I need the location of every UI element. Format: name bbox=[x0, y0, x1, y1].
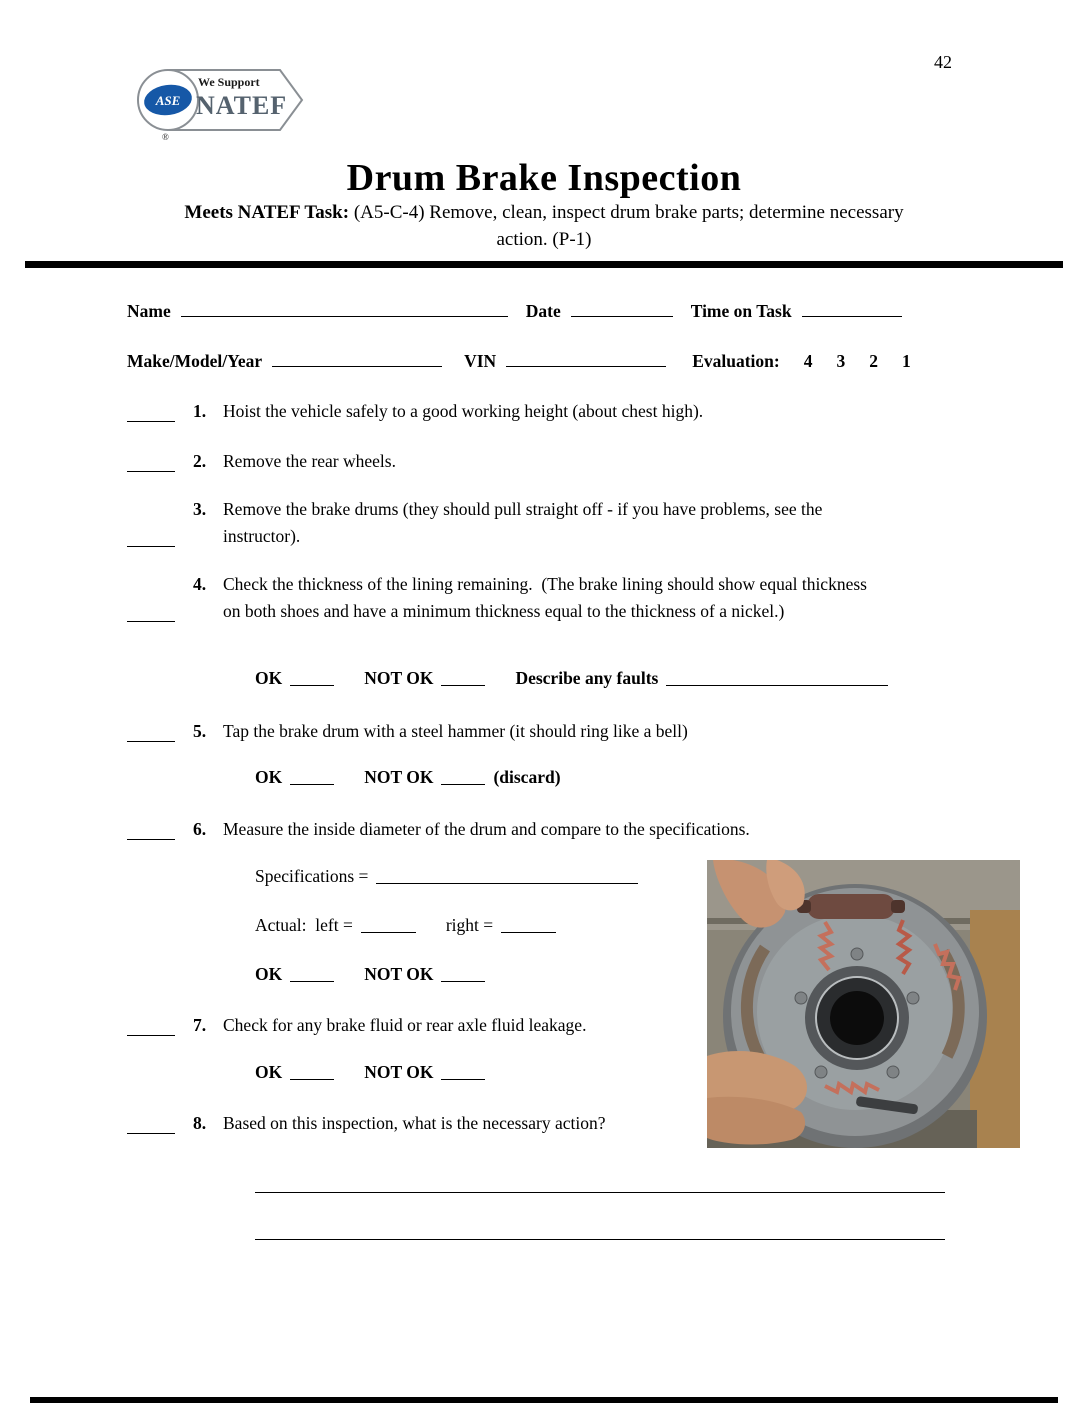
answer-line-1 bbox=[255, 1190, 945, 1193]
task-text: (A5-C-4) Remove, clean, inspect drum brake parts; determine necessary bbox=[349, 202, 904, 223]
vin-blank bbox=[506, 362, 666, 367]
ok-label: OK bbox=[255, 668, 283, 688]
form-row-name-date-time bbox=[127, 301, 902, 322]
step-8-blank bbox=[127, 1129, 175, 1134]
step-5 bbox=[127, 718, 917, 745]
describe-faults-blank bbox=[666, 681, 888, 686]
step-5-text: Tap the brake drum with a steel hammer (it should ring like a bell) bbox=[223, 721, 688, 741]
natef-logo-graphic bbox=[130, 54, 308, 144]
step-8-number: 8. bbox=[193, 1113, 207, 1133]
time-on-task-label: Time on Task bbox=[690, 301, 792, 321]
step-7-text: Check for any brake fluid or rear axle fluid leakage. bbox=[223, 1015, 587, 1035]
discard-label: (discard) bbox=[493, 767, 561, 787]
task-label: Meets NATEF Task: bbox=[184, 202, 350, 223]
ok-label: OK bbox=[255, 767, 283, 787]
not-ok-blank bbox=[441, 780, 485, 785]
step-5-blank bbox=[127, 737, 175, 742]
describe-faults-label: Describe any faults bbox=[515, 668, 659, 688]
step-6-ok-row bbox=[255, 964, 485, 985]
drum-brake-photo-graphic bbox=[707, 860, 1020, 1148]
evaluation-value-2: 2 bbox=[869, 351, 878, 371]
logo-we-support-text: We Support bbox=[198, 75, 260, 89]
natef-task-line2: action. (P-1) bbox=[496, 229, 592, 250]
actual-right-label: right = bbox=[445, 915, 494, 935]
step-5-ok-row bbox=[255, 767, 561, 788]
step-4-ok-row bbox=[255, 668, 888, 689]
not-ok-blank bbox=[441, 681, 485, 686]
step-1-number: 1. bbox=[193, 401, 207, 421]
evaluation-label: Evaluation: bbox=[692, 351, 780, 371]
time-on-task-blank bbox=[802, 312, 902, 317]
page-number: 42 bbox=[934, 52, 952, 72]
step-1-text: Hoist the vehicle safely to a good working height (about chest high). bbox=[223, 401, 704, 421]
evaluation-value-3: 3 bbox=[836, 351, 846, 371]
step-5-number: 5. bbox=[193, 721, 207, 741]
bottom-rule bbox=[30, 1397, 1058, 1403]
actual-row bbox=[255, 915, 556, 936]
ok-label: OK bbox=[255, 964, 283, 984]
actual-right-blank bbox=[501, 928, 556, 933]
step-2-text: Remove the rear wheels. bbox=[223, 451, 396, 471]
ase-logo-text: ASE bbox=[155, 93, 181, 108]
step-7-blank bbox=[127, 1031, 175, 1036]
date-label: Date bbox=[525, 301, 561, 321]
not-ok-blank bbox=[441, 1075, 485, 1080]
form-row-vehicle-evaluation bbox=[127, 351, 911, 372]
step-4-number: 4. bbox=[193, 574, 207, 594]
page-title: Drum Brake Inspection bbox=[346, 157, 742, 199]
actual-left-blank bbox=[361, 928, 416, 933]
make-model-year-label: Make/Model/Year bbox=[127, 351, 263, 371]
not-ok-blank bbox=[441, 977, 485, 982]
evaluation-value-1: 1 bbox=[901, 351, 911, 371]
logo-natef-text: NATEF bbox=[196, 91, 288, 120]
step-1 bbox=[127, 398, 917, 425]
not-ok-label: NOT OK bbox=[364, 767, 434, 787]
ok-blank bbox=[290, 681, 334, 686]
actual-left-label: Actual: left = bbox=[255, 915, 353, 935]
natef-logo bbox=[130, 54, 308, 149]
date-blank bbox=[571, 312, 673, 317]
step-6-number: 6. bbox=[193, 819, 207, 839]
make-model-year-blank bbox=[272, 362, 442, 367]
step-4-blank bbox=[127, 617, 175, 622]
ok-label: OK bbox=[255, 1062, 283, 1082]
step-7-number: 7. bbox=[193, 1015, 207, 1035]
step-3-blank bbox=[127, 542, 175, 547]
evaluation-value-4: 4 bbox=[803, 351, 813, 371]
name-label: Name bbox=[127, 301, 171, 321]
step-3 bbox=[127, 496, 917, 550]
step-2-number: 2. bbox=[193, 451, 207, 471]
step-2 bbox=[127, 448, 917, 475]
specifications-blank bbox=[376, 879, 638, 884]
not-ok-label: NOT OK bbox=[364, 964, 434, 984]
not-ok-label: NOT OK bbox=[364, 668, 434, 688]
step-4 bbox=[127, 571, 917, 625]
step-2-blank bbox=[127, 467, 175, 472]
vin-label: VIN bbox=[464, 351, 497, 371]
step-6 bbox=[127, 816, 917, 843]
step-1-blank bbox=[127, 417, 175, 422]
step-3-number: 3. bbox=[193, 499, 207, 519]
name-blank bbox=[181, 312, 508, 317]
ok-blank bbox=[290, 977, 334, 982]
registered-mark: ® bbox=[162, 132, 169, 142]
step-8-text: Based on this inspection, what is the necessary action? bbox=[223, 1113, 606, 1133]
step-7-ok-row bbox=[255, 1062, 485, 1083]
drum-brake-photo bbox=[707, 860, 1020, 1148]
specifications-label: Specifications = bbox=[255, 866, 369, 886]
ok-blank bbox=[290, 1075, 334, 1080]
natef-task-line bbox=[0, 202, 1088, 224]
ok-blank bbox=[290, 780, 334, 785]
divider-rule bbox=[25, 261, 1063, 268]
answer-line-2 bbox=[255, 1237, 945, 1240]
step-4-text: Check the thickness of the lining remaining. (The brake lining should show equal thickness on both shoes and have a minimum thickness equal to the thickness of a nickel.) bbox=[223, 574, 872, 621]
step-6-blank bbox=[127, 835, 175, 840]
specifications-row bbox=[255, 866, 638, 887]
step-6-text: Measure the inside diameter of the drum and compare to the specifications. bbox=[223, 819, 750, 839]
not-ok-label: NOT OK bbox=[364, 1062, 434, 1082]
step-3-text: Remove the brake drums (they should pull straight off - if you have problems, see the instructor). bbox=[223, 499, 827, 546]
